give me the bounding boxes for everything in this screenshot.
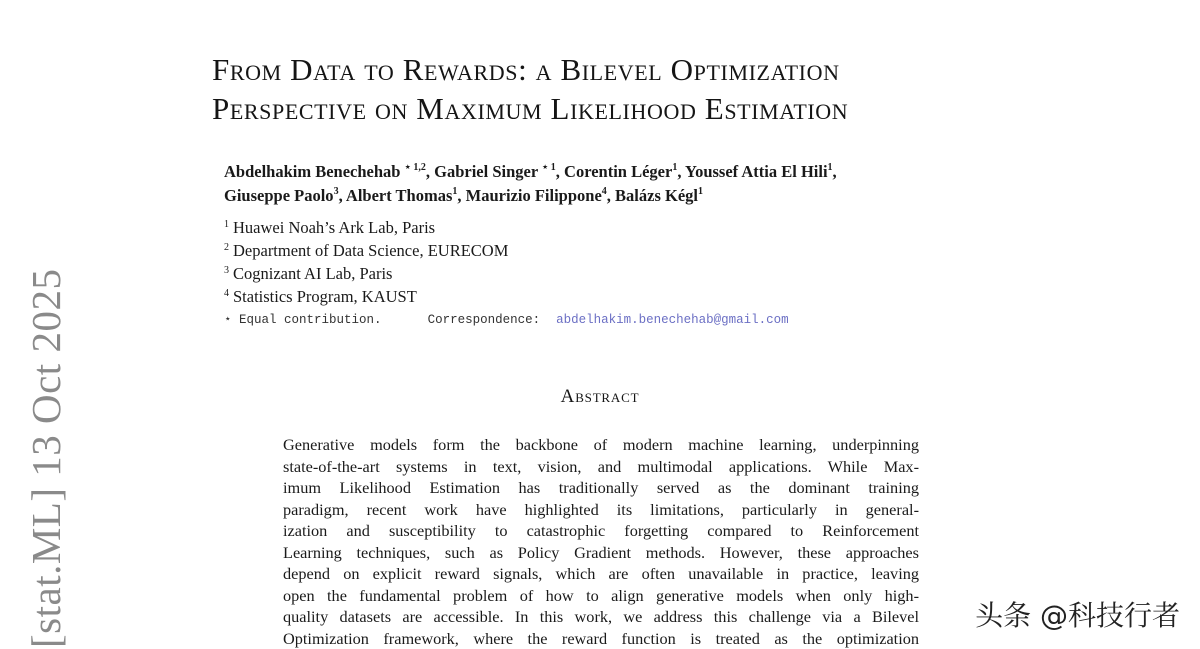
author-separator: , [457,186,465,205]
affiliation [224,262,508,285]
author-affil-mark: ⋆ 1 [542,162,556,173]
author-affil-mark: 1 [672,162,677,173]
abstract-line: depend on explicit reward signals, which are often unavailable in practice, leaving [283,563,919,585]
affiliation-number: 3 [224,265,229,276]
affiliation-number: 2 [224,242,229,253]
author-separator: , [607,186,615,205]
affiliation-text: Statistics Program, KAUST [233,287,417,306]
affiliation-text: Department of Data Science, EURECOM [233,241,508,260]
correspondence-email-link[interactable]: abdelhakim.benechehab@gmail.com [556,313,789,327]
abstract-body [283,434,919,649]
author-separator: , [426,162,434,181]
author-name: Youssef Attia El Hili [685,162,828,181]
affiliation [224,239,508,262]
author-affil-mark: ⋆ 1,2 [405,162,426,173]
affiliation-text: Cognizant AI Lab, Paris [233,264,392,283]
abstract-heading: Abstract [0,386,1200,408]
author-affil-mark: 3 [334,186,339,197]
author-line [224,160,984,184]
correspondence-label: Correspondence: [428,313,541,327]
author-name: Albert Thomas [346,186,453,205]
paper-title [212,50,1012,128]
author-separator: , [833,162,837,181]
abstract-line: ization and susceptibility to catastrophic forgetting compared to Reinforcement [283,520,919,542]
author-separator: , [677,162,685,181]
title-line: From Data to Rewards: a Bilevel Optimization [212,50,1012,89]
arxiv-side-stamp: [stat.ML] 13 Oct 2025 [22,269,70,648]
author-name: Abdelhakim Benechehab [224,162,401,181]
abstract-line: Learning techniques, such as Policy Gradient methods. However, these approaches [283,542,919,564]
abstract-line: imum Likelihood Estimation has traditionally served as the dominant training [283,477,919,499]
author-affil-mark: 1 [828,162,833,173]
author-affil-mark: 1 [452,186,457,197]
abstract-line: paradigm, recent work have highlighted its limitations, particularly in general- [283,499,919,521]
affiliation [224,285,508,308]
affiliation-number: 1 [224,219,229,230]
affiliation-text: Huawei Noah’s Ark Lab, Paris [233,218,435,237]
author-name: Corentin Léger [564,162,672,181]
abstract-line: open the fundamental problem of how to align generative models when only high- [283,585,919,607]
affiliation-list [224,216,508,308]
author-list [224,160,984,208]
abstract-line: state-of-the-art systems in text, vision, and multimodal applications. While Max- [283,456,919,478]
source-watermark: 头条 @科技行者 [975,594,1180,634]
contribution-note [224,311,789,327]
abstract-line: Optimization framework, where the reward function is treated as the optimization [283,628,919,649]
author-name: Maurizio Filippone [466,186,602,205]
abstract-line: quality datasets are accessible. In this work, we address this challenge via a Bilevel [283,606,919,628]
affiliation-number: 4 [224,288,229,299]
author-affil-mark: 4 [602,186,607,197]
author-separator: , [556,162,564,181]
author-name: Gabriel Singer [434,162,538,181]
affiliation [224,216,508,239]
author-line [224,184,984,208]
author-affil-mark: 1 [698,186,703,197]
equal-contribution-note: ⋆ Equal contribution. [224,313,382,327]
author-name: Giuseppe Paolo [224,186,334,205]
abstract-line: Generative models form the backbone of modern machine learning, underpinning [283,434,919,456]
title-line: Perspective on Maximum Likelihood Estimation [212,89,1012,128]
author-separator: , [339,186,346,205]
author-name: Balázs Kégl [615,186,698,205]
